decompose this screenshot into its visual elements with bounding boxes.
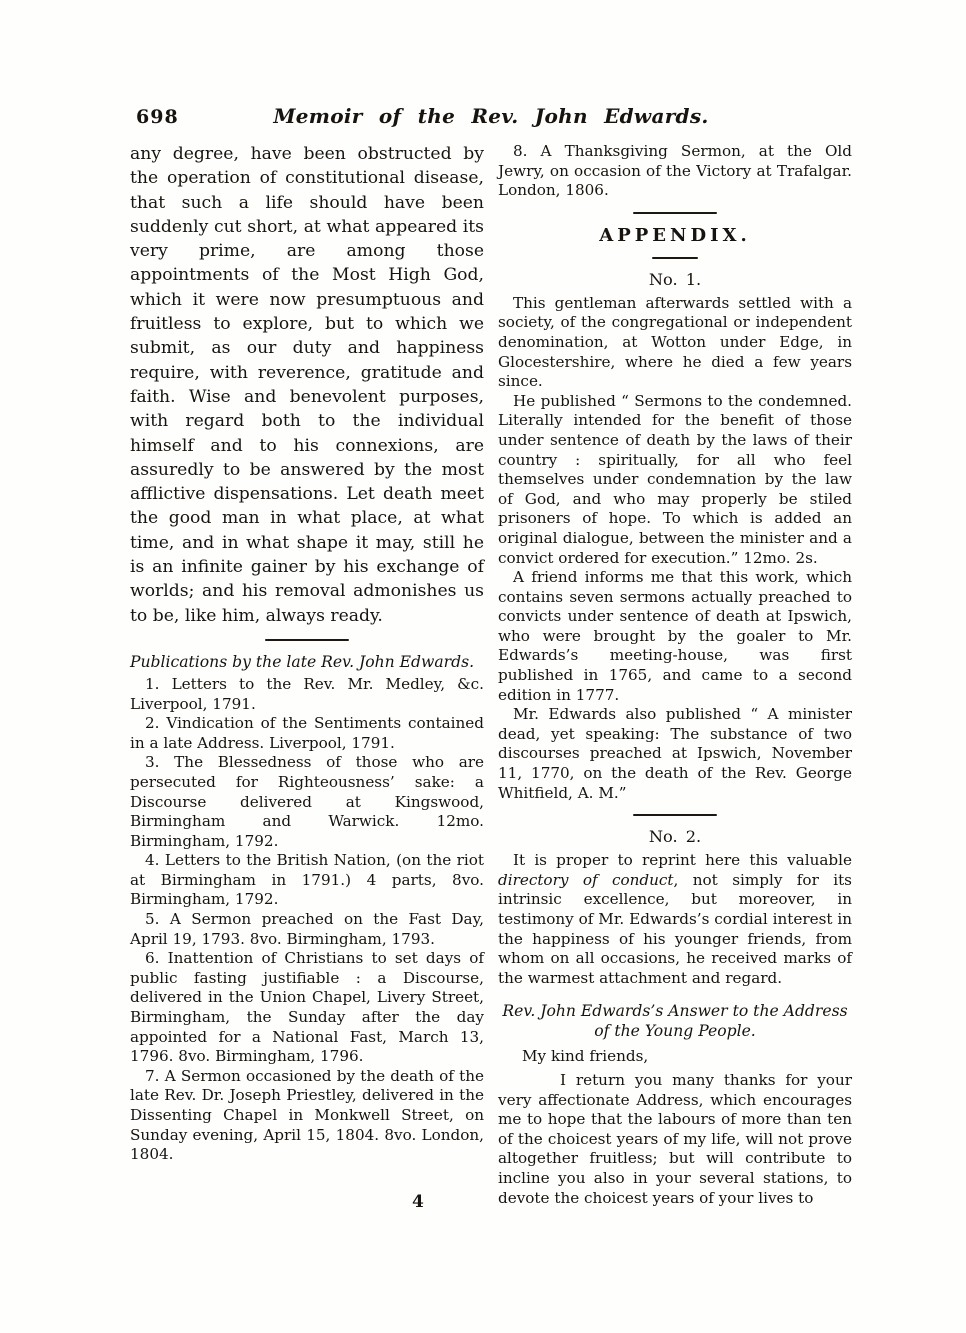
page-number: 698 [136,106,179,128]
section-divider [652,257,698,259]
section-divider [633,814,717,816]
appendix-no1-paragraph-4: Mr. Edwards also published “ A minister dead, yet speaking: The substance of two discourses preached at Ipswich, November 11, 1770, on the death of the Rev. George Whitfield, A. M.” [498,705,852,802]
section-divider [265,639,349,641]
answer-salutation: My kind friends, [522,1047,649,1066]
publication-item-3: 3. The Blessedness of those who are persecuted for Righteousness’ sake: a Discourse delivered at Kingswood, Birmingham and Warwick. 12mo. Birmingham, 1792. [130,753,484,850]
publication-item-2: 2. Vindication of the Sentiments contained in a late Address. Liverpool, 1791. [130,714,484,752]
appendix-no1-paragraph-2: He published “ Sermons to the condemned. Literally intended for the benefit of those under sentence of death by the laws of their country : spiritually, for all who feel themselves under condemnation by the law of God, and who may properly be stiled prisoners of hope. To which is added an original dialogue, between the minister and a convict ordered for execution.” 12mo. 2s. [498,391,852,567]
publication-item-7: 7. A Sermon occasioned by the death of the late Rev. Dr. Joseph Priestley, delivered in the Dissenting Chapel in Monkwell Street, on Sunday evening, April 15, 1804. 8vo. London, 1804. [130,1066,484,1164]
answer-paragraph: I return you many thanks for your very affectionate Address, which encourages me to hope that the labours of more than ten of the choicest years of my life, will not prove altogether fruitless; but will contribute to incline you also in your several stations, to devote the choicest years of your lives to [498,1070,852,1207]
publication-item-4: 4. Letters to the British Nation, (on the riot at Birmingham in 1791.) 4 parts, 8vo. Birmingham, 1792. [130,851,484,909]
publications-heading: Publications by the late Rev. John Edwards. [130,652,475,671]
running-title: Memoir of the Rev. John Edwards. [273,104,709,128]
publication-item-1: 1. Letters to the Rev. Mr. Medley, &c. Liverpool, 1791. [130,674,484,713]
publication-item-5: 5. A Sermon preached on the Fast Day, April 19, 1793. 8vo. Birmingham, 1793. [130,910,484,948]
signature-mark: 4 [412,1192,424,1212]
right-column [498,142,852,1208]
appendix-heading: APPENDIX. [599,224,751,246]
appendix-no2-paragraph: It is proper to reprint here this valuable directory of conduct, not simply for its intrinsic excellence, but moreover, in testimony of Mr. Edwards’s cordial interest in the happiness of his younger friends, from whom on all occasions, he received marks of the warmest attachment and regard. [498,851,852,987]
answer-heading: Rev. John Edwards’s Answer to the Address of the Young People. [502,1002,848,1041]
publication-item-8: 8. A Thanksgiving Sermon, at the Old Jewry, on occasion of the Victory at Trafalgar. London, 1806. [498,142,852,200]
section-divider [633,212,717,214]
appendix-no1-paragraph-1: This gentleman afterwards settled with a society, of the congregational or independent denomination, at Wotton under Edge, in Glocestershire, where he died a few years since. [498,293,852,391]
appendix-no1-heading: No. 1. [648,269,702,289]
page-header [130,104,852,128]
appendix-no2-heading: No. 2. [648,827,702,847]
memoir-continuation-paragraph: any degree, have been obstructed by the operation of constitutional disease, that such a life should have been suddenly cut short, at what appeared its very prime, are among those appointments of the Most High God, which it were now presumptuous and fruitless to explore, but to which we submit, as our duty and happiness require, with reverence, gratitude and faith. Wise and benevolent purposes, with regard both to the individual himself and to his connexions, are assuredly to be answered by the most afflictive dispensations. Let death meet the good man in what place, at what time, and in what shape it may, still he is an infinite gainer by his exchange of worlds; and his removal admonishes us to be, like him, always ready. [130,144,484,626]
appendix-no1-paragraph-3: A friend informs me that this work, which contains seven sermons actually preached to convicts under sentence of death at Ipswich, who were brought by the goaler to Mr. Edwards’s meeting-house, was first published in 1765, and came to a second edition in 1777. [498,568,852,704]
publication-item-6: 6. Inattention of Christians to set days of public fasting justifiable : a Discourse, delivered in the Union Chapel, Livery Street, Birmingham, the Sunday after the day appointed for a National Fast, March 13, 1796. 8vo. Birmingham, 1796. [130,949,484,1066]
left-column [130,142,484,1208]
two-column-text-block [130,142,852,1208]
